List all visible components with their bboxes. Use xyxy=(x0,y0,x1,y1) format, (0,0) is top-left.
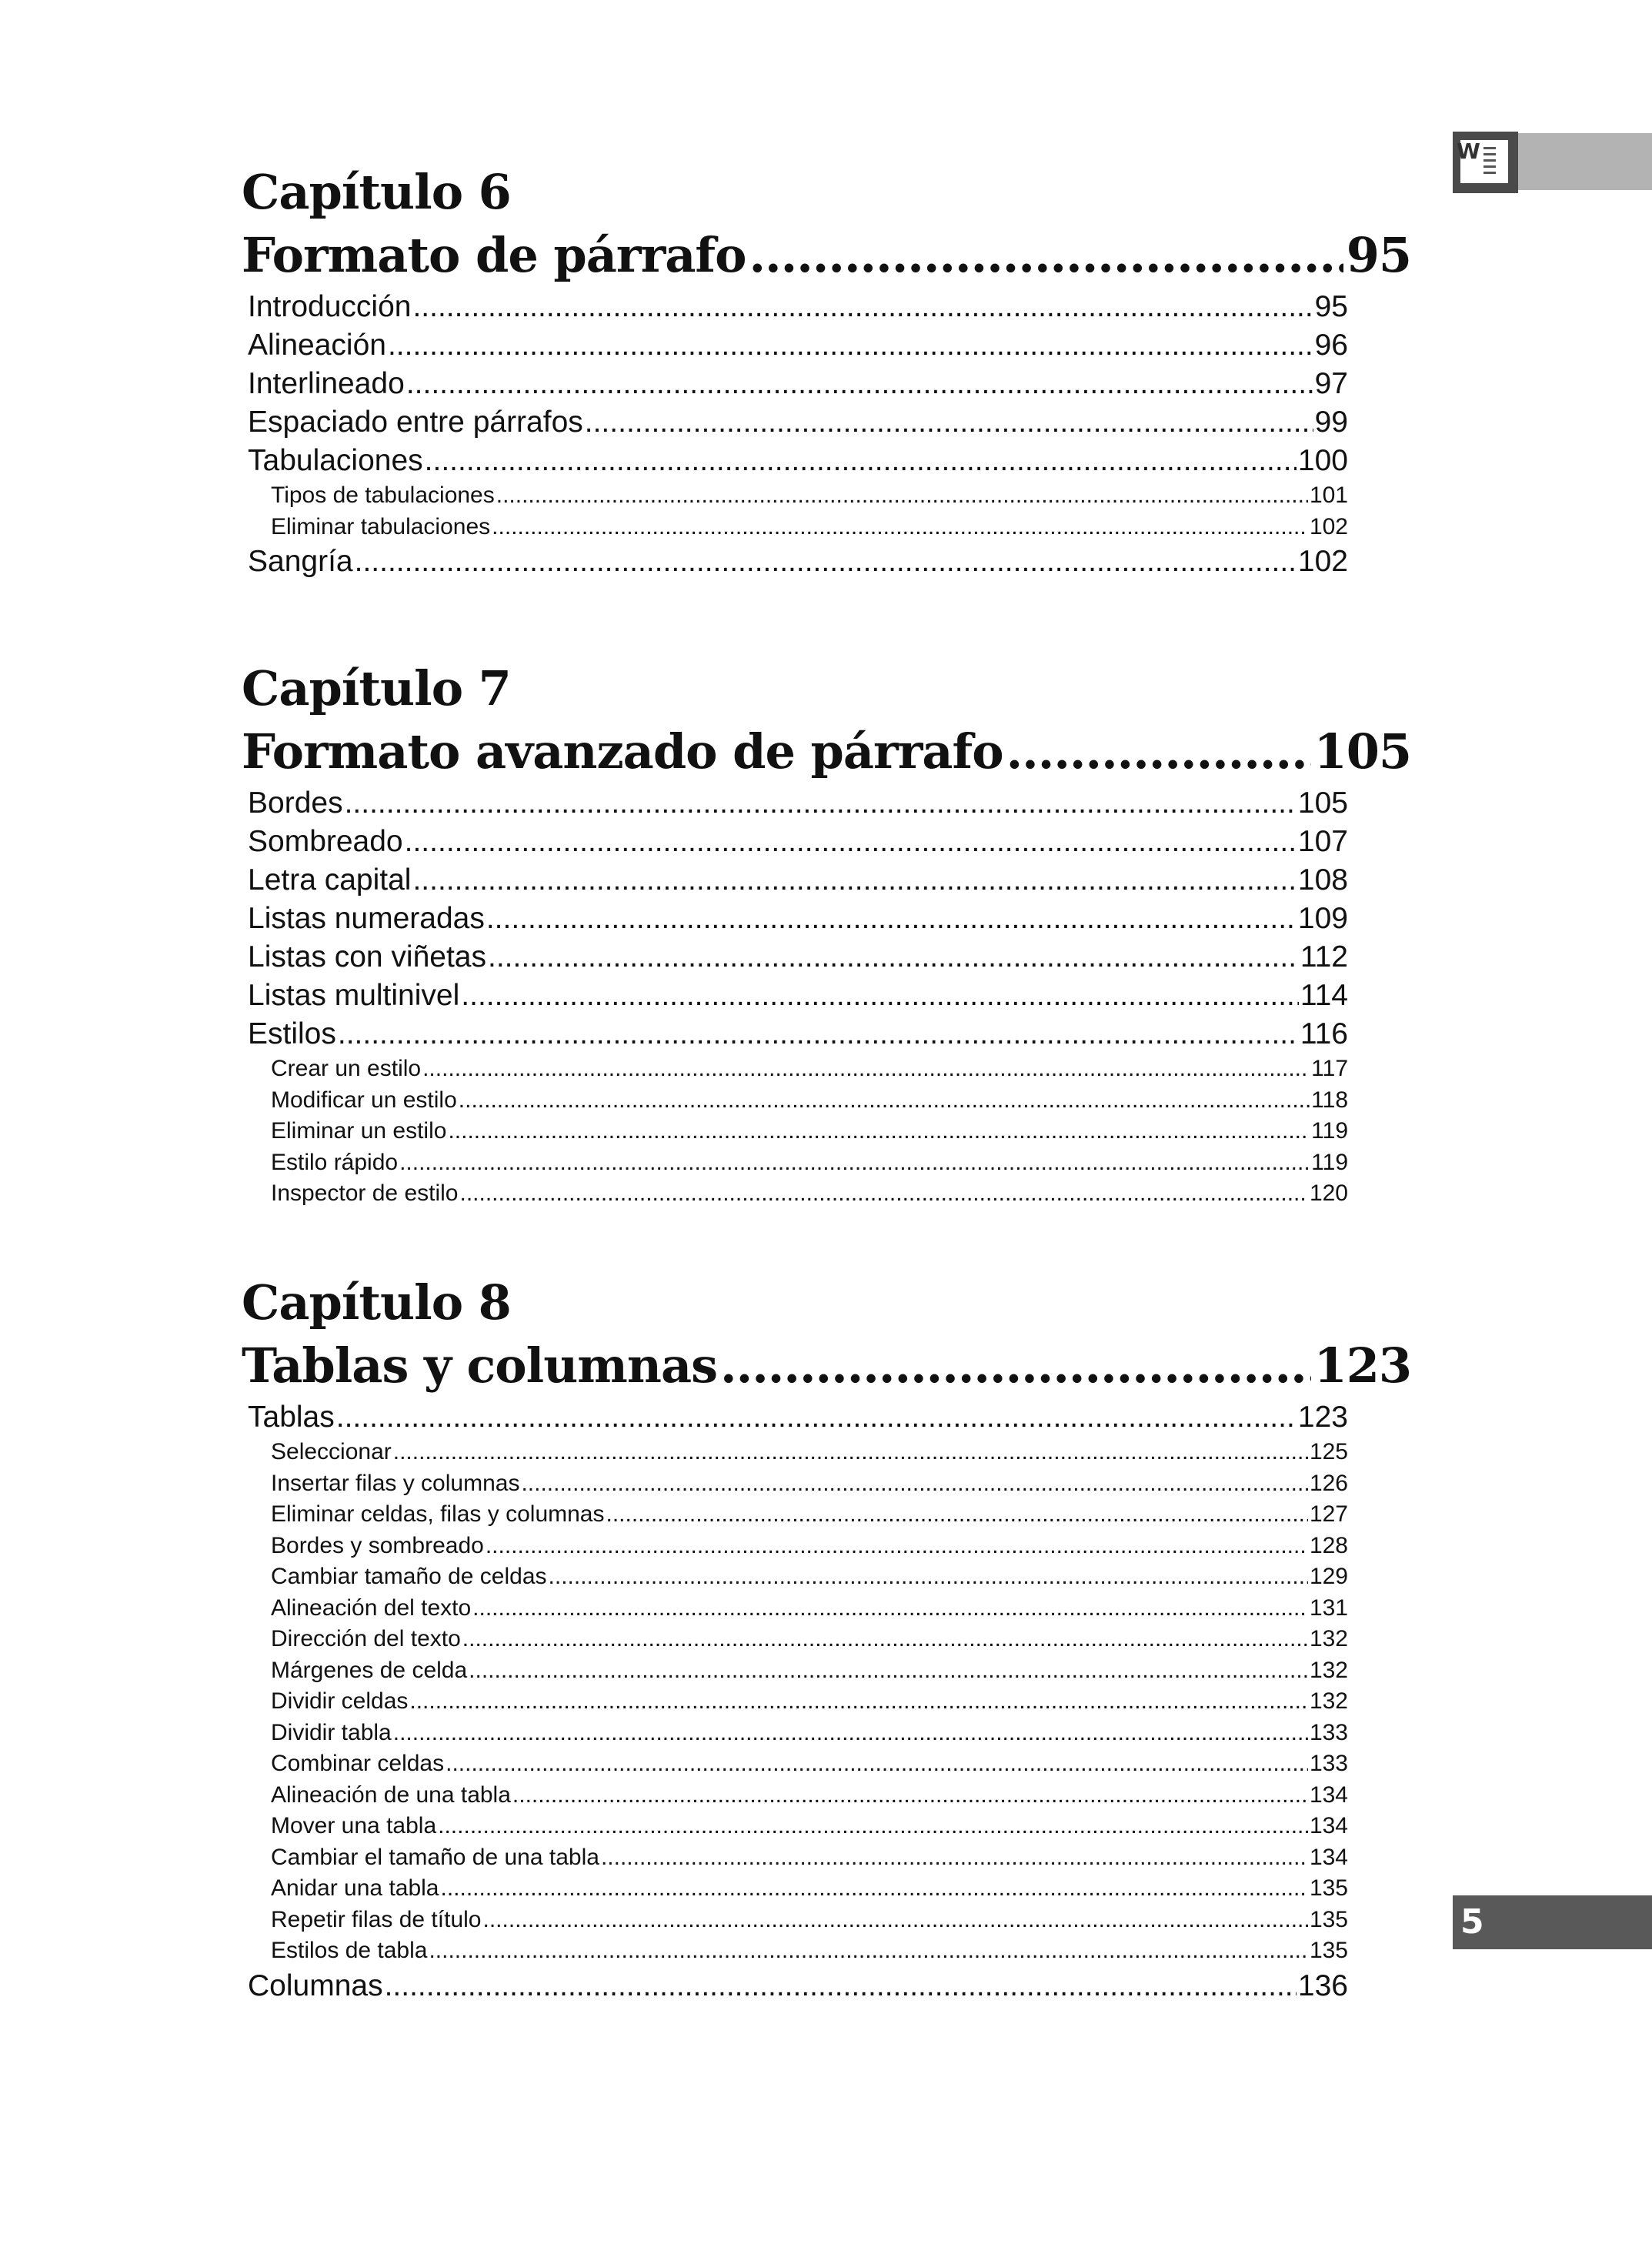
toc-subentry[interactable] xyxy=(248,1935,1348,1967)
toc-entry-title: Dividir celdas xyxy=(271,1688,409,1714)
toc-entry-page: 128 xyxy=(1309,1532,1348,1558)
toc-subentry[interactable] xyxy=(248,1811,1348,1842)
toc-subentry[interactable] xyxy=(248,1686,1348,1718)
toc-entry-title: Tablas xyxy=(248,1401,335,1434)
toc-subentry[interactable] xyxy=(248,1054,1348,1085)
toc-entry-title: Mover una tabla xyxy=(271,1813,437,1838)
toc-entry-page: 131 xyxy=(1309,1595,1348,1621)
chapter-label: Capítulo 8 xyxy=(242,1274,511,1331)
chapter-page: 95 xyxy=(1346,227,1411,283)
toc-entry-page: 120 xyxy=(1309,1180,1348,1206)
chapter-label: Capítulo 7 xyxy=(242,660,511,716)
toc-subentry[interactable] xyxy=(248,1593,1348,1625)
toc-subentry[interactable] xyxy=(248,1655,1348,1687)
toc-entry[interactable] xyxy=(248,365,1348,403)
toc-entry-page: 134 xyxy=(1309,1844,1348,1870)
toc-subentry[interactable] xyxy=(248,1178,1348,1210)
toc-entry-page: 134 xyxy=(1309,1813,1348,1838)
chapter-page: 105 xyxy=(1313,723,1411,780)
toc-entry-page: 100 xyxy=(1297,444,1348,477)
toc-subentry[interactable] xyxy=(248,1116,1348,1147)
toc-entry-title: Tipos de tabulaciones xyxy=(271,483,495,508)
toc-entry[interactable] xyxy=(248,543,1348,581)
chapter-title: Formato de párrafo xyxy=(242,227,746,283)
chapter-title: Tablas y columnas xyxy=(242,1337,718,1394)
toc-entry[interactable] xyxy=(248,823,1348,861)
chapter-label: Capítulo 6 xyxy=(242,164,511,220)
toc-entry[interactable] xyxy=(248,861,1348,900)
toc-entry-page: 123 xyxy=(1297,1401,1348,1434)
toc-entry[interactable] xyxy=(248,784,1348,823)
toc-entry-title: Eliminar tabulaciones xyxy=(271,513,491,539)
toc-subentry[interactable] xyxy=(248,1624,1348,1655)
toc-subentry[interactable] xyxy=(248,1842,1348,1874)
toc-entry-page: 105 xyxy=(1297,786,1348,820)
toc-entry-title: Repetir filas de título xyxy=(271,1906,482,1932)
toc-entry-title: Estilos xyxy=(248,1017,336,1050)
chapter-title-row[interactable] xyxy=(242,1334,1411,1398)
toc-subentry[interactable] xyxy=(248,1437,1348,1468)
toc-entry-page: 108 xyxy=(1297,863,1348,897)
toc-subentry[interactable] xyxy=(248,1748,1348,1780)
toc-entry[interactable] xyxy=(248,900,1348,938)
toc-entry-title: Dirección del texto xyxy=(271,1626,461,1651)
toc-entry-title: Eliminar un estilo xyxy=(271,1118,447,1144)
toc-entry-title: Combinar celdas xyxy=(271,1751,445,1776)
toc-entry-page: 107 xyxy=(1297,825,1348,858)
toc-entry-title: Introducción xyxy=(248,290,412,323)
toc-entry[interactable] xyxy=(248,403,1348,442)
toc-entry-page: 132 xyxy=(1309,1688,1348,1714)
toc-entry-page: 132 xyxy=(1309,1657,1348,1683)
toc-entry-title: Seleccionar xyxy=(271,1439,392,1464)
toc-entry-page: 101 xyxy=(1309,483,1348,508)
toc-entry-title: Tabulaciones xyxy=(248,444,423,477)
toc-entry-title: Cambiar el tamaño de una tabla xyxy=(271,1844,599,1870)
toc-entry-title: Alineación de una tabla xyxy=(271,1782,511,1808)
toc-entry-page: 99 xyxy=(1314,406,1348,439)
toc-entry-title: Eliminar celdas, filas y columnas xyxy=(271,1501,605,1527)
toc-entry-page: 112 xyxy=(1300,940,1348,973)
toc-entry[interactable] xyxy=(248,442,1348,480)
toc-subentry[interactable] xyxy=(248,1780,1348,1812)
toc-subentry[interactable] xyxy=(248,1905,1348,1936)
toc-entry[interactable] xyxy=(248,1015,1348,1054)
toc-entry-title: Letra capital xyxy=(248,863,412,897)
toc-entry-title: Bordes xyxy=(248,786,343,820)
toc-entry-title: Anidar una tabla xyxy=(271,1875,439,1901)
toc-entry-page: 119 xyxy=(1311,1118,1348,1144)
toc-entry[interactable] xyxy=(248,1398,1348,1437)
toc-entry-title: Insertar filas y columnas xyxy=(271,1470,520,1496)
toc-subentry[interactable] xyxy=(248,1561,1348,1593)
toc-entry-title: Inspector de estilo xyxy=(271,1180,459,1206)
toc-subentry[interactable] xyxy=(248,1531,1348,1562)
toc-entry-title: Listas numeradas xyxy=(248,902,485,935)
page-number: 5 xyxy=(1460,1902,1484,1942)
toc-subentry[interactable] xyxy=(248,1718,1348,1749)
toc-entries xyxy=(242,1398,1348,2005)
toc-entry-page: 116 xyxy=(1300,1017,1348,1050)
toc-entry-title: Modificar un estilo xyxy=(271,1087,457,1113)
chapter-page: 123 xyxy=(1313,1337,1411,1394)
toc-entry-page: 118 xyxy=(1311,1087,1348,1113)
toc-entry-page: 117 xyxy=(1311,1056,1348,1081)
toc-entries xyxy=(242,288,1348,581)
toc-entry-title: Crear un estilo xyxy=(271,1056,422,1081)
toc-subentry[interactable] xyxy=(248,1499,1348,1531)
toc-entry-page: 135 xyxy=(1309,1938,1348,1963)
word-app-icon xyxy=(1453,132,1518,193)
chapter-title-row[interactable] xyxy=(242,720,1411,784)
toc-entry-page: 132 xyxy=(1309,1626,1348,1651)
toc-entry-title: Alineación xyxy=(248,329,386,362)
toc-entry-title: Estilos de tabla xyxy=(271,1938,428,1963)
toc-entry-page: 125 xyxy=(1309,1439,1348,1464)
toc-entry-page: 102 xyxy=(1309,513,1348,539)
toc-subentry[interactable] xyxy=(248,480,1348,512)
toc-entry-page: 119 xyxy=(1311,1149,1348,1175)
toc-entry-page: 136 xyxy=(1297,1969,1348,2002)
toc-entry-title: Bordes y sombreado xyxy=(271,1532,484,1558)
word-icon-letter: W xyxy=(1457,139,1480,164)
toc-entry-page: 133 xyxy=(1309,1751,1348,1776)
toc-entry[interactable] xyxy=(248,288,1348,326)
toc-entry-title: Columnas xyxy=(248,1969,383,2002)
toc-entry-page: 135 xyxy=(1309,1875,1348,1901)
toc-entry-page: 133 xyxy=(1309,1719,1348,1745)
toc-entry-title: Listas multinivel xyxy=(248,979,460,1012)
toc-entry-page: 134 xyxy=(1309,1782,1348,1808)
toc-entry-title: Cambiar tamaño de celdas xyxy=(271,1564,547,1589)
toc-entries xyxy=(242,784,1348,1210)
toc-subentry[interactable] xyxy=(248,512,1348,543)
toc-entry-page: 96 xyxy=(1314,329,1348,362)
toc-entry-page: 129 xyxy=(1309,1564,1348,1589)
toc-entry-title: Sombreado xyxy=(248,825,403,858)
toc-entry-title: Alineación del texto xyxy=(271,1595,472,1621)
toc-entry-title: Listas con viñetas xyxy=(248,940,487,973)
toc-entry-title: Márgenes de celda xyxy=(271,1657,468,1683)
toc-entry-page: 97 xyxy=(1314,367,1348,400)
toc-entry-page: 127 xyxy=(1309,1501,1348,1527)
toc-subentry[interactable] xyxy=(248,1147,1348,1179)
chapter-title: Formato avanzado de párrafo xyxy=(242,723,1003,780)
toc-subentry[interactable] xyxy=(248,1468,1348,1500)
chapter-8 xyxy=(242,1272,1411,2005)
toc-entry-page: 114 xyxy=(1300,979,1348,1012)
toc-subentry[interactable] xyxy=(248,1085,1348,1117)
chapter-6 xyxy=(242,162,1411,581)
toc-entry-title: Dividir tabla xyxy=(271,1719,392,1745)
toc-entry-page: 109 xyxy=(1297,902,1348,935)
toc-entry-title: Espaciado entre párrafos xyxy=(248,406,583,439)
toc-entry-page: 135 xyxy=(1309,1906,1348,1932)
toc-entry[interactable] xyxy=(248,326,1348,365)
toc-entry-page: 126 xyxy=(1309,1470,1348,1496)
toc-entry[interactable] xyxy=(248,1967,1348,2005)
toc-entry-page: 95 xyxy=(1314,290,1348,323)
chapter-7 xyxy=(242,658,1411,1210)
toc-entry-title: Interlineado xyxy=(248,367,405,400)
toc-entry-title: Estilo rápido xyxy=(271,1149,399,1175)
toc-subentry[interactable] xyxy=(248,1873,1348,1905)
toc-entry-title: Sangría xyxy=(248,545,353,578)
chapter-title-row[interactable] xyxy=(242,223,1411,288)
toc-entry[interactable] xyxy=(248,977,1348,1015)
toc-entry-page: 102 xyxy=(1297,545,1348,578)
toc-entry[interactable] xyxy=(248,938,1348,977)
